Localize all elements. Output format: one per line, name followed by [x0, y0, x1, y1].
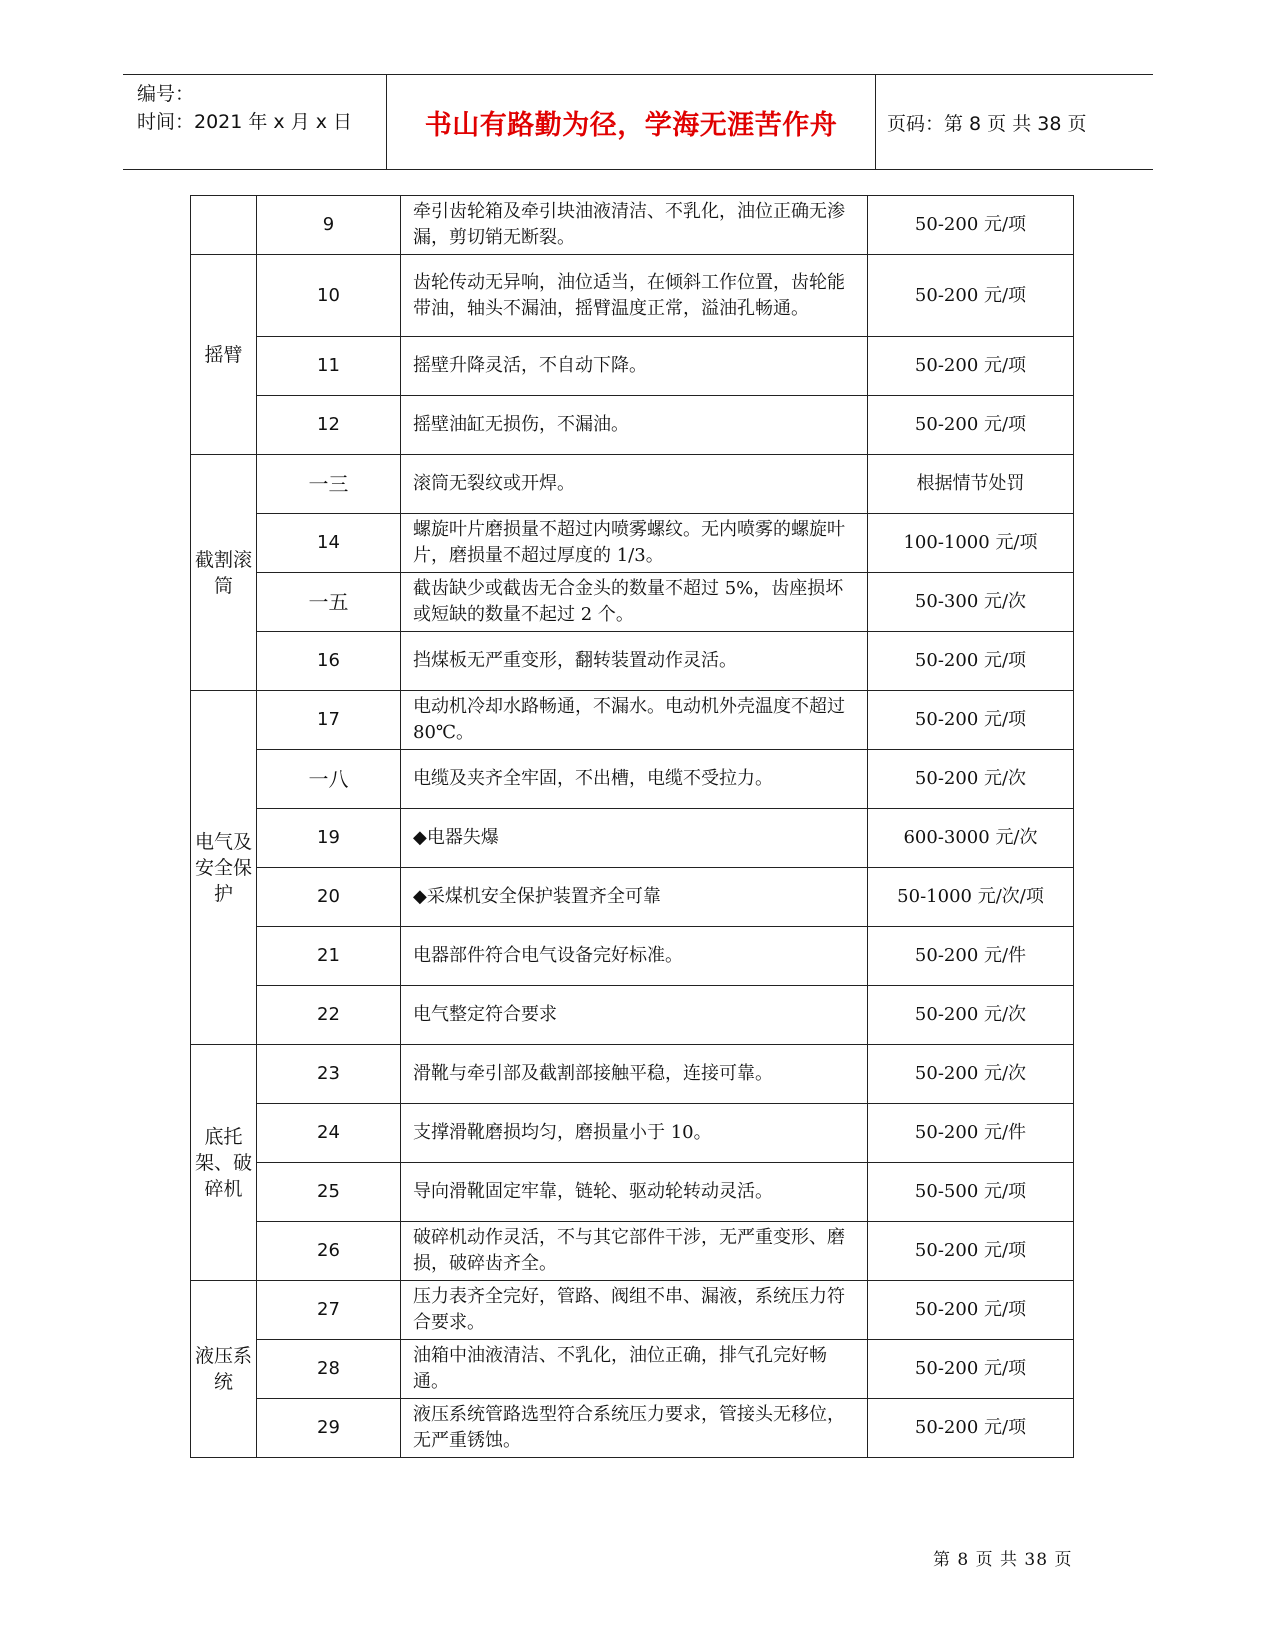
item-requirement: 摇壁升降灵活，不自动下降。: [401, 337, 868, 396]
item-penalty: 50-200 元/项: [868, 691, 1074, 750]
item-penalty: 50-200 元/项: [868, 632, 1074, 691]
item-number: 24: [257, 1104, 401, 1163]
table-row: [191, 986, 1074, 1045]
page-header: [123, 74, 1153, 170]
item-number: 23: [257, 1045, 401, 1104]
table-row: [191, 632, 1074, 691]
table-row: [191, 1222, 1074, 1281]
item-number: 一五: [257, 573, 401, 632]
item-penalty: 50-200 元/项: [868, 396, 1074, 455]
item-requirement: 截齿缺少或截齿无合金头的数量不超过 5%，齿座损坏或短缺的数量不起过 2 个。: [401, 573, 868, 632]
item-requirement: 破碎机动作灵活，不与其它部件干涉，无严重变形、磨损，破碎齿齐全。: [401, 1222, 868, 1281]
item-penalty: 50-300 元/次: [868, 573, 1074, 632]
table-row: [191, 573, 1074, 632]
item-number: 10: [257, 255, 401, 337]
motto: 书山有路勤为径，学海无涯苦作舟: [424, 109, 838, 141]
item-penalty: 50-200 元/项: [868, 337, 1074, 396]
table-row: [191, 455, 1074, 514]
item-penalty: 50-200 元/次: [868, 750, 1074, 809]
item-penalty: 50-200 元/次: [868, 1045, 1074, 1104]
table-row: [191, 691, 1074, 750]
table-row: [191, 1281, 1074, 1340]
item-penalty: 根据情节处罚: [868, 455, 1074, 514]
item-requirement: 油箱中油液清洁、不乳化，油位正确，排气孔完好畅通。: [401, 1340, 868, 1399]
item-number: 19: [257, 809, 401, 868]
item-requirement: 导向滑靴固定牢靠，链轮、驱动轮转动灵活。: [401, 1163, 868, 1222]
item-requirement: 支撑滑靴磨损均匀，磨损量小于 10。: [401, 1104, 868, 1163]
item-requirement: 滑靴与牵引部及截割部接触平稳，连接可靠。: [401, 1045, 868, 1104]
page-code: 页码：第 8 页 共 38 页: [887, 112, 1087, 135]
table-row: [191, 196, 1074, 255]
item-requirement: ◆采煤机安全保护装置齐全可靠: [401, 868, 868, 927]
serial-label: 编号：: [137, 83, 195, 105]
item-requirement: 牵引齿轮箱及牵引块油液清洁、不乳化，油位正确无渗漏，剪切销无断裂。: [401, 196, 868, 255]
category-cell: [191, 196, 257, 255]
item-number: 16: [257, 632, 401, 691]
item-number: 21: [257, 927, 401, 986]
item-number: 29: [257, 1399, 401, 1458]
item-number: 14: [257, 514, 401, 573]
item-number: 12: [257, 396, 401, 455]
table-row: [191, 927, 1074, 986]
table-row: [191, 396, 1074, 455]
header-page-code-cell: [875, 75, 1153, 169]
category-cell: 摇臂: [191, 255, 257, 455]
item-penalty: 50-1000 元/次/项: [868, 868, 1074, 927]
item-number: 20: [257, 868, 401, 927]
item-requirement: 电动机冷却水路畅通，不漏水。电动机外壳温度不超过 80℃。: [401, 691, 868, 750]
item-penalty: 50-200 元/项: [868, 1399, 1074, 1458]
item-requirement: 压力表齐全完好，管路、阀组不串、漏液，系统压力符合要求。: [401, 1281, 868, 1340]
category-cell: 截割滚筒: [191, 455, 257, 691]
table-row: [191, 337, 1074, 396]
item-number: 26: [257, 1222, 401, 1281]
table-row: [191, 750, 1074, 809]
table-row: [191, 868, 1074, 927]
page-footer: 第 8 页 共 38 页: [933, 1550, 1073, 1570]
table-row: [191, 809, 1074, 868]
table-row: [191, 1163, 1074, 1222]
item-penalty: 50-200 元/项: [868, 1222, 1074, 1281]
item-number: 25: [257, 1163, 401, 1222]
item-number: 28: [257, 1340, 401, 1399]
item-penalty: 600-3000 元/次: [868, 809, 1074, 868]
item-penalty: 50-200 元/次: [868, 986, 1074, 1045]
item-requirement: 电缆及夹齐全牢固，不出槽，电缆不受拉力。: [401, 750, 868, 809]
item-requirement: 摇壁油缸无损伤，不漏油。: [401, 396, 868, 455]
table-row: [191, 1399, 1074, 1458]
table-row: [191, 1045, 1074, 1104]
item-penalty: 50-200 元/件: [868, 1104, 1074, 1163]
item-number: 一八: [257, 750, 401, 809]
item-number: 11: [257, 337, 401, 396]
table-row: [191, 514, 1074, 573]
item-penalty: 50-200 元/项: [868, 255, 1074, 337]
item-requirement: 电器部件符合电气设备完好标准。: [401, 927, 868, 986]
item-requirement: ◆电器失爆: [401, 809, 868, 868]
table-row: [191, 1104, 1074, 1163]
item-requirement: 液压系统管路选型符合系统压力要求，管接头无移位，无严重锈蚀。: [401, 1399, 868, 1458]
table-row: [191, 1340, 1074, 1399]
category-cell: 液压系统: [191, 1281, 257, 1458]
item-number: 一三: [257, 455, 401, 514]
item-requirement: 挡煤板无严重变形，翻转装置动作灵活。: [401, 632, 868, 691]
item-penalty: 50-500 元/项: [868, 1163, 1074, 1222]
item-requirement: 滚筒无裂纹或开焊。: [401, 455, 868, 514]
header-meta: [123, 75, 386, 169]
time-label: 时间：2021 年 x 月 x 日: [137, 111, 353, 133]
item-number: 17: [257, 691, 401, 750]
item-penalty: 100-1000 元/项: [868, 514, 1074, 573]
item-number: 27: [257, 1281, 401, 1340]
item-penalty: 50-200 元/件: [868, 927, 1074, 986]
table-row: [191, 255, 1074, 337]
item-requirement: 齿轮传动无异响，油位适当，在倾斜工作位置，齿轮能带油，轴头不漏油，摇臂温度正常，溢油孔畅通。: [401, 255, 868, 337]
inspection-table: [190, 195, 1074, 1458]
item-number: 22: [257, 986, 401, 1045]
category-cell: 电气及安全保护: [191, 691, 257, 1045]
header-motto-cell: [386, 75, 876, 169]
item-number: 9: [257, 196, 401, 255]
item-requirement: 螺旋叶片磨损量不超过内喷雾螺纹。无内喷雾的螺旋叶片，磨损量不超过厚度的 1/3。: [401, 514, 868, 573]
category-cell: 底托架、破碎机: [191, 1045, 257, 1281]
item-penalty: 50-200 元/项: [868, 1281, 1074, 1340]
item-requirement: 电气整定符合要求: [401, 986, 868, 1045]
item-penalty: 50-200 元/项: [868, 196, 1074, 255]
item-penalty: 50-200 元/项: [868, 1340, 1074, 1399]
